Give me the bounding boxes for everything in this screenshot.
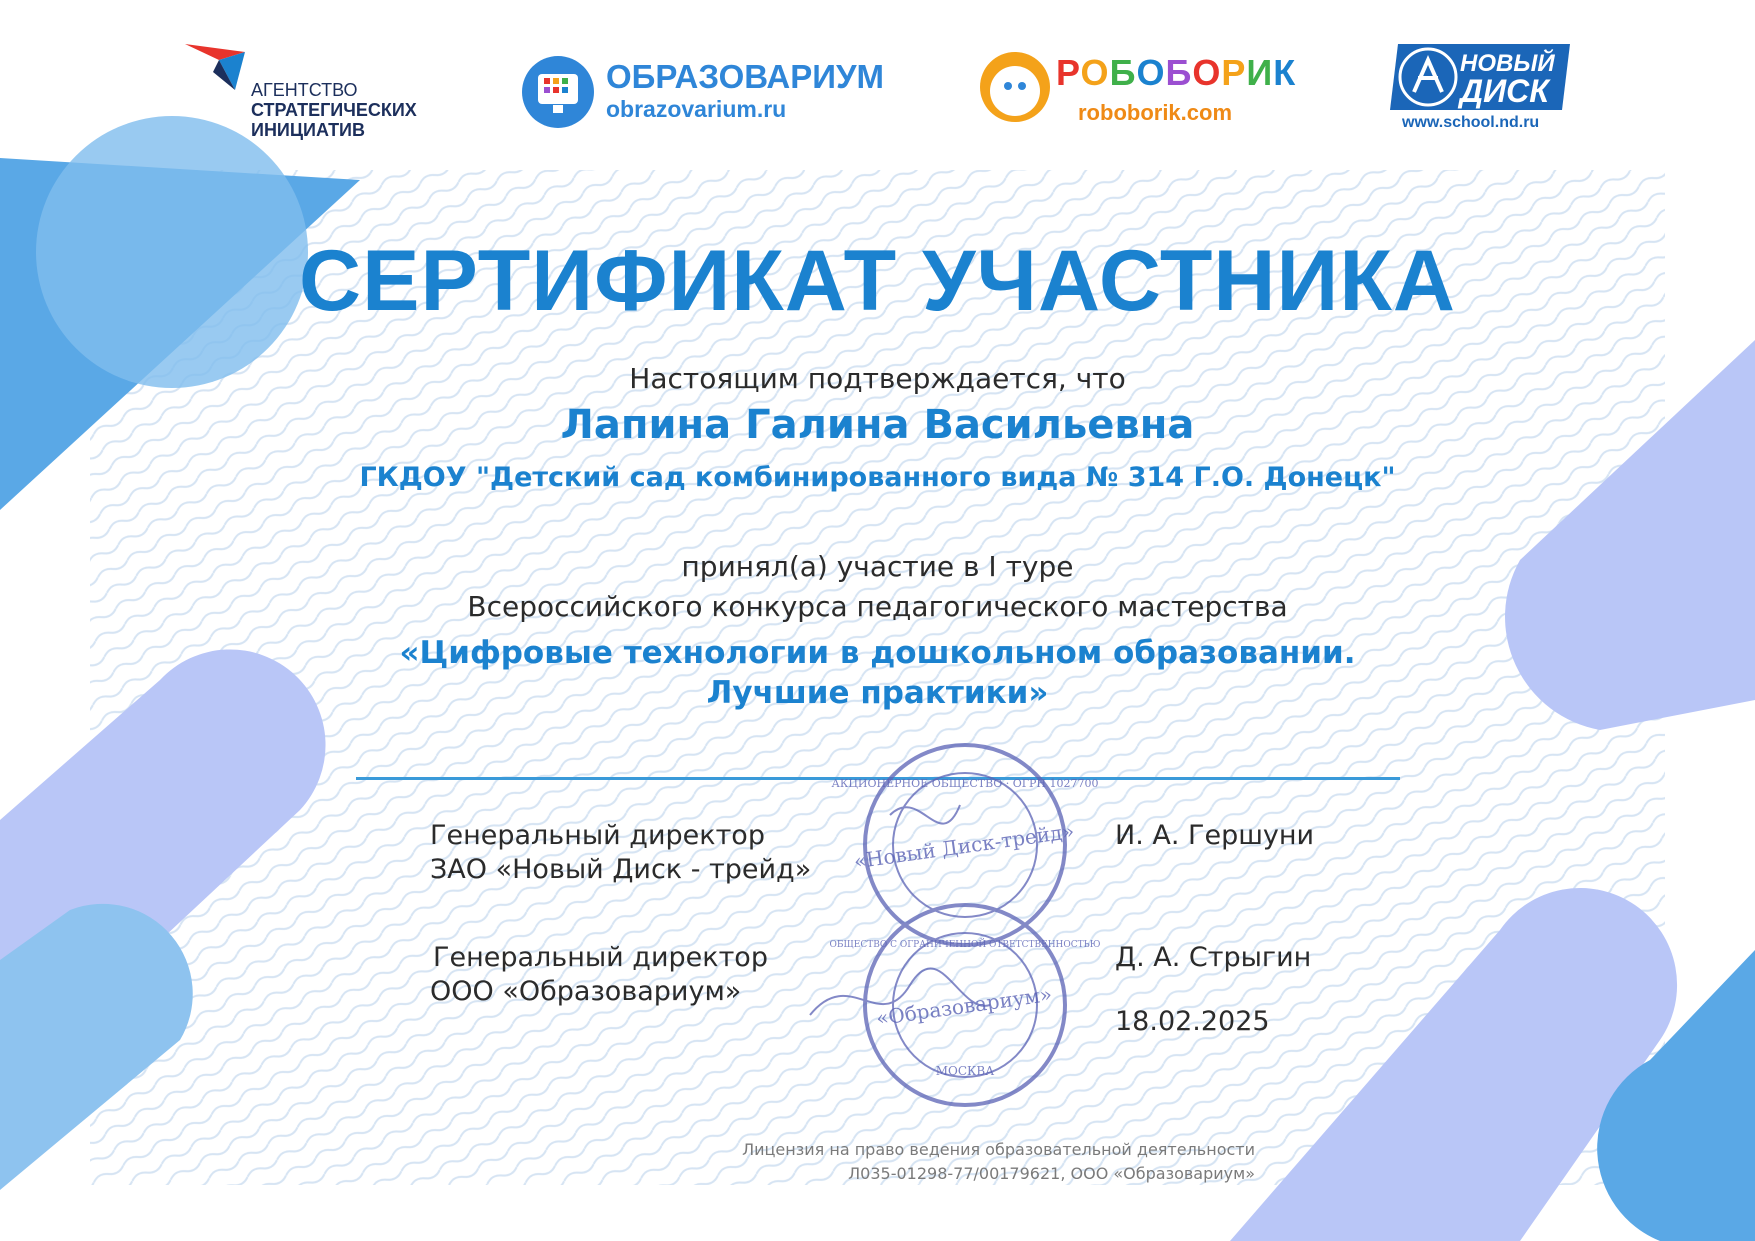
novy-disk-url: www.school.nd.ru [1402, 114, 1540, 131]
novy-disk-badge [1390, 44, 1570, 110]
asi-line1: АГЕНТСТВО [251, 80, 358, 100]
obrazovarium-logo [522, 56, 885, 136]
stamp-city-text: МОСКВА [935, 1064, 995, 1078]
license-line2: Л035-01298-77/00179621, ООО «Образовариум» [848, 1164, 1255, 1183]
participant-name: Лапина Галина Васильевна [560, 402, 1195, 448]
robot-head-icon [980, 52, 1050, 122]
stamp-top-text: «Новый Диск-трейд» [852, 818, 1076, 874]
asi-logo [185, 42, 425, 142]
asi-emblem-icon [185, 42, 255, 102]
contest-name: Всероссийского конкурса педагогического мастерства [467, 590, 1288, 623]
roboborik-name: РОБОБОРИК [1056, 52, 1297, 93]
stamp-bottom-ring-text: ОБЩЕСТВО С ОГРАНИЧЕННОЙ ОТВЕТСТВЕННОСТЬЮ [829, 940, 1101, 950]
signer2-company: ООО «Образовариум» [430, 976, 742, 1007]
signer1-position: Генеральный директор [430, 820, 765, 851]
obrazovarium-url: obrazovarium.ru [606, 96, 787, 122]
contest-theme-line1: «Цифровые технологии в дошкольном образовании. [399, 635, 1356, 671]
novy-disk-logo [1390, 44, 1570, 138]
roboborik-logo [980, 48, 1300, 138]
obrazovarium-monitor-icon [522, 56, 594, 128]
signer2-position: Генеральный директор [433, 942, 768, 973]
participation-text: принял(а) участие в I туре [681, 550, 1074, 583]
contest-theme-line2: Лучшие практики» [706, 675, 1049, 711]
license-line1: Лицензия на право ведения образовательной деятельности [742, 1140, 1255, 1159]
obrazovarium-name: ОБРАЗОВАРИУМ [606, 58, 885, 95]
stamps [790, 735, 1110, 1125]
confirm-text: Настоящим подтверждается, что [629, 362, 1126, 395]
issue-date: 18.02.2025 [1115, 1006, 1270, 1037]
participant-organization: ГКДОУ "Детский сад комбинированного вида № 314 Г.О. Донецк" [359, 462, 1396, 493]
signer1-name: И. А. Гершуни [1115, 820, 1315, 851]
stamp-top-ring-text: АКЦИОНЕРНОЕ ОБЩЕСТВО · ОГРН 1027700 [831, 777, 1099, 790]
novy-disk-line1: НОВЫЙ [1460, 50, 1555, 77]
asi-line2: СТРАТЕГИЧЕСКИХ [251, 100, 417, 120]
signer2-name: Д. А. Стрыгин [1115, 942, 1312, 973]
signer1-company: ЗАО «Новый Диск - трейд» [430, 854, 812, 885]
novy-disk-line2: ДИСК [1460, 73, 1549, 109]
stamp-bottom-text: «Образовариум» [874, 981, 1054, 1031]
asi-line3: ИНИЦИАТИВ [251, 120, 365, 140]
certificate-title: СЕРТИФИКАТ УЧАСТНИКА [299, 233, 1456, 329]
roboborik-url: roboborik.com [1078, 100, 1233, 125]
